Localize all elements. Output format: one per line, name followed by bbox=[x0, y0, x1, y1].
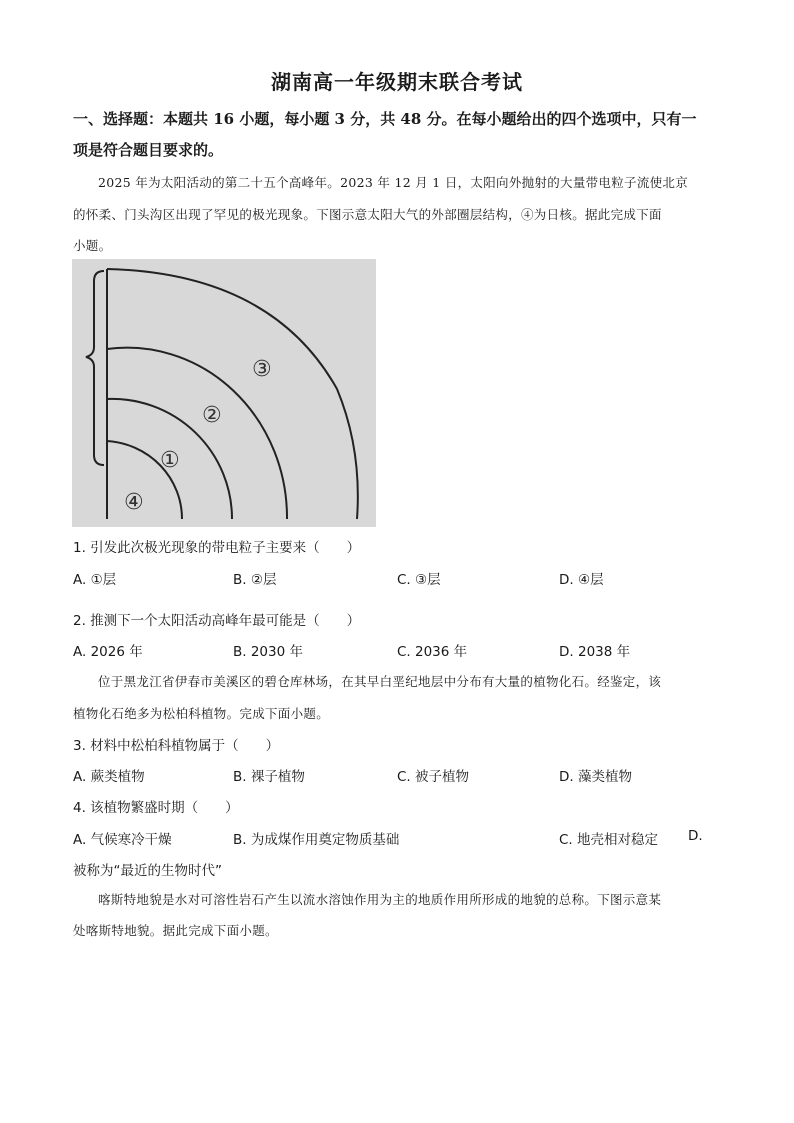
passage2-line-1: 位于黑龙江省伊春市美溪区的碧仓库林场，在其早白垩纪地层中分布有大量的植物化石。经鉴定，该 bbox=[98, 674, 662, 689]
question-4-option-d: D. bbox=[688, 828, 703, 844]
question-2-option-a: A. 2026 年 bbox=[73, 644, 143, 660]
passage1-line-1: 2025 年为太阳活动的第二十五个高峰年。2023 年 12 月 1 日，太阳向外抛射的大量带电粒子流使北京 bbox=[98, 175, 689, 190]
section-heading-line-2: 项是符合题目要求的。 bbox=[73, 141, 224, 159]
label-layer-1: ① bbox=[160, 448, 180, 473]
question-2-stem: 2. 推测下一个太阳活动高峰年最可能是（ ） bbox=[73, 613, 361, 629]
passage3-line-1: 喀斯特地貌是水对可溶性岩石产生以流水溶蚀作用为主的地质作用所形成的地貌的总称。下图示意某 bbox=[98, 892, 662, 907]
question-3-option-d: D. 藻类植物 bbox=[559, 769, 632, 785]
passage3-line-2: 处喀斯特地貌。据此完成下面小题。 bbox=[73, 923, 278, 938]
label-layer-2: ② bbox=[202, 403, 222, 428]
question-4-option-c: C. 地壳相对稳定 bbox=[559, 832, 659, 848]
bracket-icon bbox=[86, 271, 104, 465]
question-1-option-a: A. ①层 bbox=[73, 572, 117, 588]
question-4-option-b: B. 为成煤作用奠定物质基础 bbox=[233, 832, 400, 848]
diagram-svg bbox=[72, 259, 376, 527]
question-3-stem: 3. 材料中松柏科植物属于（ ） bbox=[73, 738, 280, 754]
question-1-option-c: C. ③层 bbox=[397, 572, 441, 588]
page-title: 湖南高一年级期末联合考试 bbox=[271, 70, 523, 94]
question-2-option-b: B. 2030 年 bbox=[233, 644, 303, 660]
question-3-option-a: A. 蕨类植物 bbox=[73, 769, 145, 785]
question-4-stem: 4. 该植物繁盛时期（ ） bbox=[73, 800, 239, 816]
section-heading-line-1: 一、选择题：本题共 16 小题，每小题 3 分，共 48 分。在每小题给出的四个选项中，只有一 bbox=[73, 110, 697, 128]
passage1-line-2: 的怀柔、门头沟区出现了罕见的极光现象。下图示意太阳大气的外部圈层结构，④为日核。据此完成下面 bbox=[73, 207, 662, 222]
question-1-option-b: B. ②层 bbox=[233, 572, 277, 588]
question-2-option-c: C. 2036 年 bbox=[397, 644, 468, 660]
question-2-option-d: D. 2038 年 bbox=[559, 644, 631, 660]
label-core-4: ④ bbox=[124, 490, 144, 515]
question-4-option-a: A. 气候寒冷干燥 bbox=[73, 832, 172, 848]
label-layer-3: ③ bbox=[252, 357, 272, 382]
question-1-option-d: D. ④层 bbox=[559, 572, 604, 588]
solar-atmosphere-diagram bbox=[72, 259, 376, 527]
question-1-stem: 1. 引发此次极光现象的带电粒子主要来（ ） bbox=[73, 540, 361, 556]
corona-outer-boundary bbox=[107, 269, 358, 519]
question-3-option-b: B. 裸子植物 bbox=[233, 769, 305, 785]
passage1-line-3: 小题。 bbox=[73, 238, 112, 253]
passage2-line-2: 植物化石绝多为松柏科植物。完成下面小题。 bbox=[73, 706, 330, 721]
question-3-option-c: C. 被子植物 bbox=[397, 769, 470, 785]
question-4-option-d-text: 被称为“最近的生物时代” bbox=[73, 863, 222, 879]
